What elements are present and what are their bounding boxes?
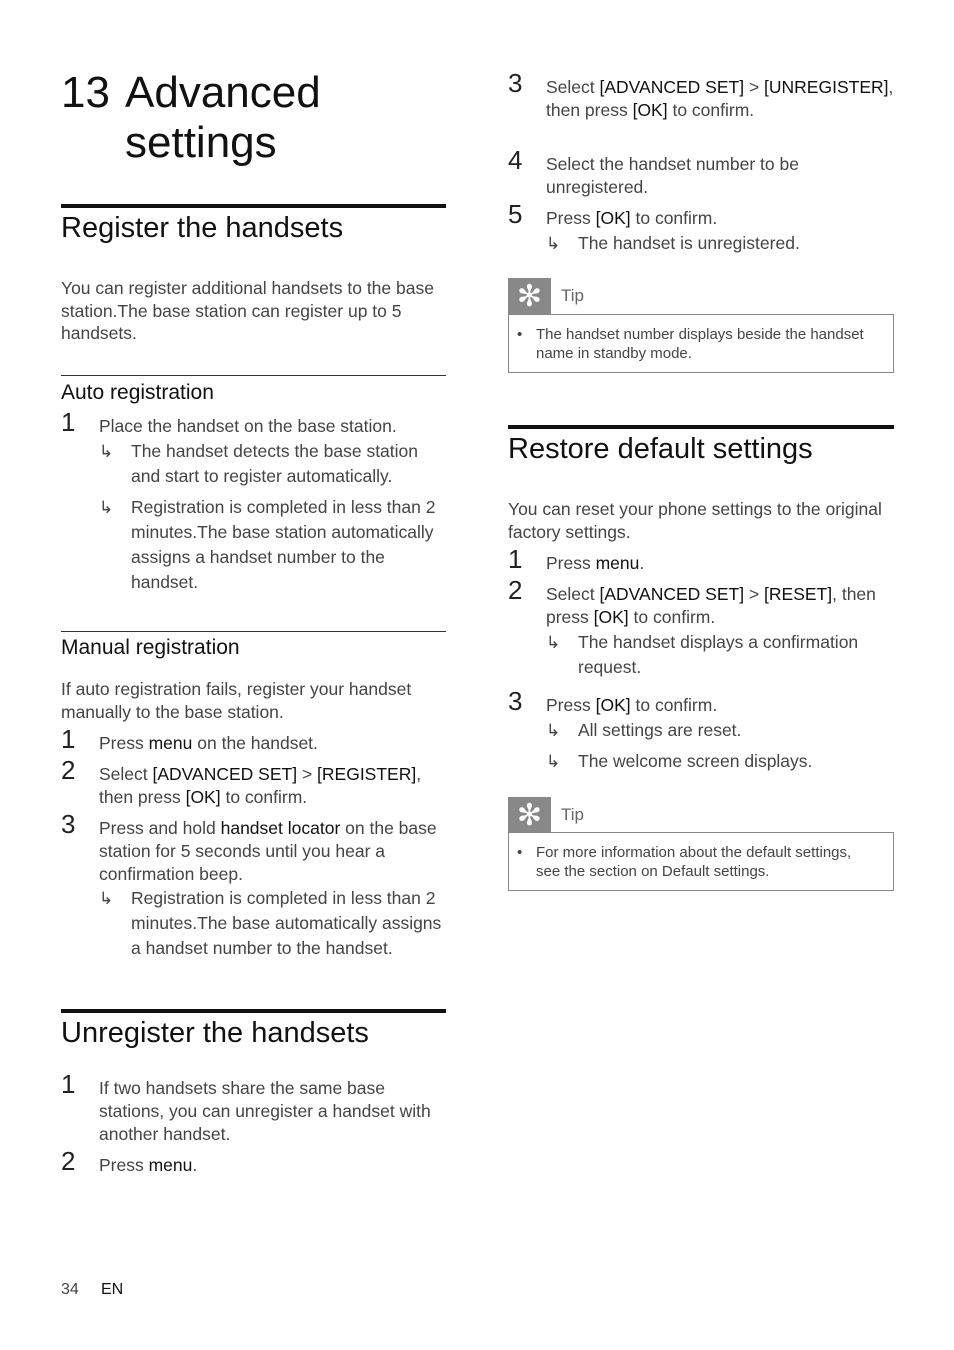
step-text: If two handsets share the same base stations, you can unregister a handset with another handset. [99, 1078, 431, 1144]
result-text: Registration is completed in less than 2 minutes.The base station automatically assigns a handset number to the handset. [131, 497, 436, 592]
step-number: 2 [61, 755, 76, 785]
arrow-icon: ↳ [546, 721, 561, 740]
result-text: The handset is unregistered. [578, 233, 800, 253]
step-number: 5 [508, 199, 523, 229]
step-text: Press menu. [546, 553, 645, 573]
unregister-heading: Unregister the handsets [61, 1017, 369, 1049]
result-text: The handset displays a confirmation request. [578, 632, 859, 677]
tip-icon: ✻ [508, 797, 551, 833]
subsection-rule [61, 631, 446, 632]
arrow-icon: ↳ [546, 234, 561, 253]
subsection-rule [61, 375, 446, 376]
arrow-icon: ↳ [99, 442, 114, 461]
section-rule [508, 425, 894, 429]
restore-intro: You can reset your phone settings to the original factory settings. [508, 499, 882, 542]
step-number: 1 [61, 407, 76, 437]
step-text: Select [ADVANCED SET] > [RESET], then press [OK] to confirm. [546, 584, 876, 627]
step-number: 2 [508, 575, 523, 605]
step-number: 1 [508, 544, 523, 574]
result-text: The handset detects the base station and start to register automatically. [131, 441, 418, 486]
result-text: The welcome screen displays. [578, 751, 813, 771]
chapter-title-text: Advanced settings [125, 68, 321, 167]
page-number: 34 [61, 1281, 79, 1298]
result-text: All settings are reset. [578, 720, 742, 740]
arrow-icon: ↳ [99, 498, 114, 517]
step-text: Select the handset number to be unregistered. [546, 154, 799, 197]
step-number: 2 [61, 1146, 76, 1176]
tip-text: For more information about the default settings, see the section on Default settings. [536, 844, 852, 880]
manual-registration-heading: Manual registration [61, 636, 240, 659]
tip-bullet: • [517, 844, 523, 861]
step-number: 3 [508, 68, 523, 98]
step-text: Select [ADVANCED SET] > [UNREGISTER], then press [OK] to confirm. [546, 77, 894, 120]
tip-label: Tip [561, 805, 584, 824]
section-rule [61, 204, 446, 208]
step-text: Select [ADVANCED SET] > [REGISTER], then press [OK] to confirm. [99, 764, 422, 807]
arrow-icon: ↳ [546, 752, 561, 771]
step-text: Press [OK] to confirm. [546, 208, 718, 228]
tip-icon: ✻ [508, 278, 551, 314]
auto-registration-heading: Auto registration [61, 381, 214, 404]
step-text: Place the handset on the base station. [99, 416, 397, 436]
restore-heading: Restore default settings [508, 433, 813, 465]
step-number: 1 [61, 724, 76, 754]
tip-text: The handset number displays beside the handset name in standby mode. [536, 326, 864, 362]
step-number: 3 [61, 809, 76, 839]
step-text: Press and hold handset locator on the base station for 5 seconds until you hear a confirmation beep. [99, 818, 437, 884]
step-text: Press [OK] to confirm. [546, 695, 718, 715]
register-intro: You can register additional handsets to the base station.The base station can register up to 5 handsets. [61, 278, 434, 343]
step-number: 4 [508, 145, 523, 175]
chapter-number: 13 [61, 68, 110, 117]
section-rule [61, 1009, 446, 1013]
language-label: EN [101, 1281, 124, 1298]
tip-label: Tip [561, 286, 584, 305]
register-heading: Register the handsets [61, 212, 344, 244]
result-text: Registration is completed in less than 2 minutes.The base automatically assigns a handset number to the handset. [131, 888, 442, 958]
step-text: Press menu on the handset. [99, 733, 318, 753]
step-number: 3 [508, 686, 523, 716]
arrow-icon: ↳ [546, 633, 561, 652]
manual-intro: If auto registration fails, register your handset manually to the base station. [61, 679, 412, 722]
arrow-icon: ↳ [99, 889, 114, 908]
step-text: Press menu. [99, 1155, 198, 1175]
tip-bullet: • [517, 326, 523, 343]
step-number: 1 [61, 1069, 76, 1099]
